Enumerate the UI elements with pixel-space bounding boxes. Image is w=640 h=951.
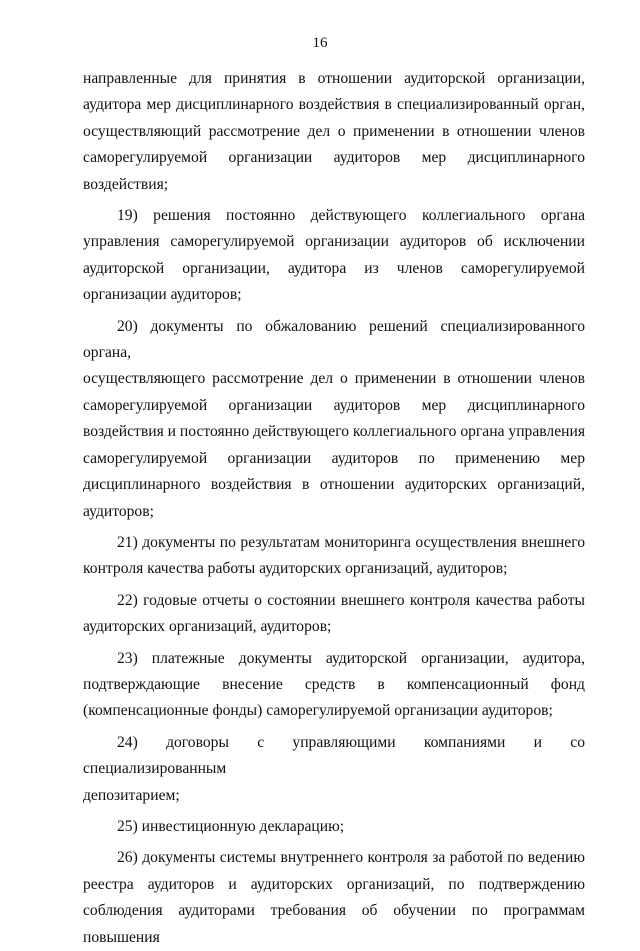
text-line: саморегулируемой организации аудиторов по применению мер <box>83 449 585 467</box>
text-line: организации аудиторов; <box>83 286 242 304</box>
paragraph <box>83 588 585 641</box>
text-line: саморегулируемой организации аудиторов мер дисциплинарного <box>83 396 585 414</box>
text-line: реестра аудиторов и аудиторских организаций, по подтверждению <box>83 875 585 893</box>
text-line: дисциплинарного воздействия в отношении аудиторских организаций, <box>83 476 585 494</box>
text-line: управления саморегулируемой организации аудиторов об исключении <box>83 233 585 251</box>
text-line: аудиторской организации, аудитора из членов саморегулируемой <box>83 259 585 277</box>
text-line: 19) решения постоянно действующего коллегиального органа <box>117 207 585 225</box>
text-line: 20) документы по обжалованию решений специализированного органа, <box>83 317 585 362</box>
text-line: направленные для принятия в отношении аудиторской организации, <box>83 70 585 87</box>
text-line: воздействия и постоянно действующего коллегиального органа управления <box>83 423 585 441</box>
paragraph <box>83 646 585 725</box>
paragraph <box>83 845 585 951</box>
text-line: 23) платежные документы аудиторской организации, аудитора, <box>117 649 585 667</box>
paragraph <box>83 730 585 809</box>
text-line: 22) годовые отчеты о состоянии внешнего контроля качества работы <box>117 591 585 609</box>
paragraph <box>83 814 585 840</box>
text-line: саморегулируемой организации аудиторов мер дисциплинарного <box>83 149 585 167</box>
text-line: контроля качества работы аудиторских организаций, аудиторов; <box>83 560 508 578</box>
text-line: (компенсационные фонды) саморегулируемой организации аудиторов; <box>83 702 553 720</box>
text-line: аудитора мер дисциплинарного воздействия в специализированный орган, <box>83 96 585 114</box>
page-number: 16 <box>312 35 328 51</box>
text-line: осуществляющего рассмотрение дел о применении в отношении членов <box>83 370 585 388</box>
text-line: депозитарием; <box>83 786 180 804</box>
text-line: осуществляющий рассмотрение дел о применении в отношении членов <box>83 122 585 140</box>
text-line: 26) документы системы внутреннего контроля за работой по ведению <box>117 849 585 867</box>
paragraph <box>83 314 585 525</box>
text-line: воздействия; <box>83 175 169 193</box>
text-line: 21) документы по результатам мониторинга осуществления внешнего <box>117 533 585 551</box>
text-line: 25) инвестиционную декларацию; <box>117 817 345 835</box>
paragraph <box>83 66 585 198</box>
text-line: аудиторских организаций, аудиторов; <box>83 618 332 636</box>
text-line: подтверждающие внесение средств в компенсационный фонд <box>83 675 585 693</box>
text-line: аудиторов; <box>83 502 154 520</box>
text-line: 24) договоры с управляющими компаниями и со специализированным <box>83 733 585 778</box>
document-body <box>83 66 585 951</box>
paragraph <box>83 203 585 309</box>
text-line: соблюдения аудиторами требования об обучении по программам повышения <box>83 902 585 946</box>
paragraph <box>83 530 585 583</box>
